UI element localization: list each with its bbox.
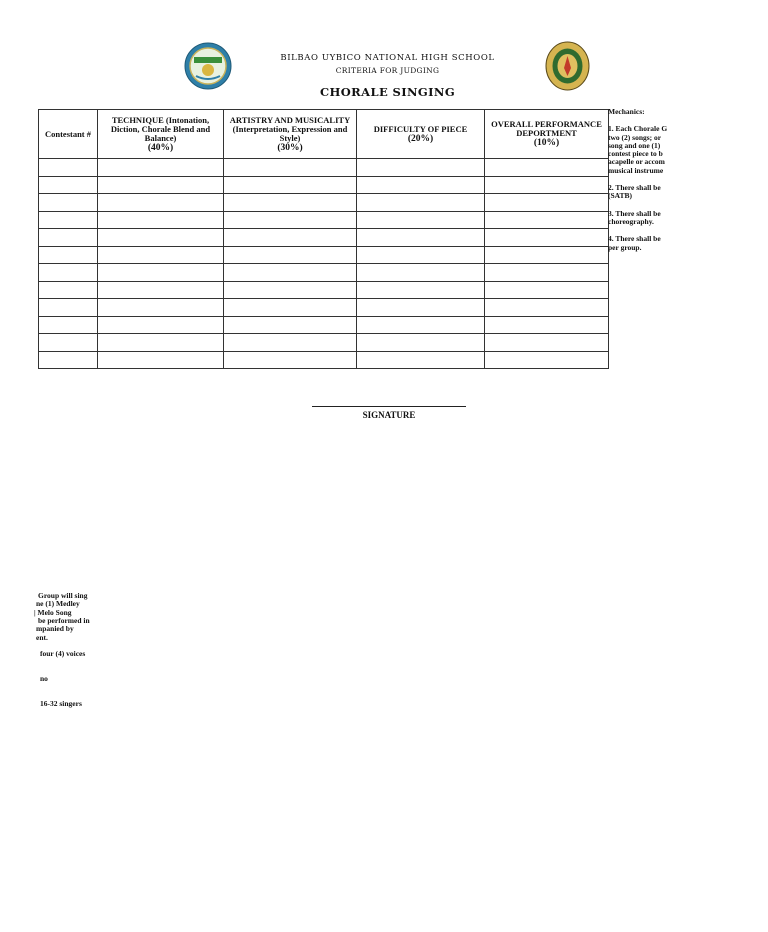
mechanics-line: contest piece to b (608, 149, 663, 159)
score-cell[interactable] (485, 281, 609, 299)
column-header-label: TECHNIQUE (Intonation, Diction, Chorale Blend and Balance) (110, 114, 211, 143)
score-cell[interactable] (357, 246, 485, 264)
score-cell[interactable] (39, 316, 98, 334)
judging-table (38, 109, 609, 369)
mechanics-line: two (2) songs; or (608, 132, 662, 142)
score-cell[interactable] (224, 211, 357, 229)
score-cell[interactable] (224, 281, 357, 299)
column-header-label: ARTISTRY AND MUSICALITY (Interpretation, Expression and Style) (229, 114, 351, 143)
mechanics-line: be performed in (38, 615, 90, 625)
column-header-label: DIFFICULTY OF PIECE (373, 123, 468, 134)
score-cell[interactable] (357, 281, 485, 299)
mechanics-line: 3. There shall be (608, 208, 661, 218)
score-cell[interactable] (98, 176, 224, 194)
column-header (39, 110, 98, 159)
score-cell[interactable] (39, 211, 98, 229)
score-cell[interactable] (485, 211, 609, 229)
column-weight: (10%) (533, 138, 560, 148)
score-cell[interactable] (224, 334, 357, 352)
score-cell[interactable] (98, 194, 224, 212)
score-cell[interactable] (98, 299, 224, 317)
score-cell[interactable] (224, 159, 357, 177)
column-weight: (40%) (147, 142, 174, 153)
score-cell[interactable] (39, 159, 98, 177)
table-row (39, 281, 609, 299)
mechanics-line: per group. (608, 242, 642, 252)
mechanics-line: no (40, 674, 48, 683)
table-row (39, 351, 609, 369)
criteria-subtitle: CRITERIA FOR JUDGING (335, 66, 440, 75)
score-cell[interactable] (98, 264, 224, 282)
score-cell[interactable] (98, 159, 224, 177)
score-cell[interactable] (39, 176, 98, 194)
score-cell[interactable] (357, 264, 485, 282)
table-row (39, 194, 609, 212)
score-cell[interactable] (485, 159, 609, 177)
mechanics-line: mpanied by (36, 624, 74, 634)
column-weight: (30%) (277, 142, 303, 153)
score-cell[interactable] (485, 351, 609, 369)
table-row (39, 246, 609, 264)
score-cell[interactable] (39, 281, 98, 299)
score-cell[interactable] (224, 316, 357, 334)
column-header-label: OVERALL PERFORMANCE DEPORTMENT (491, 119, 602, 138)
score-cell[interactable] (98, 281, 224, 299)
score-cell[interactable] (357, 159, 485, 177)
score-cell[interactable] (224, 351, 357, 369)
score-cell[interactable] (98, 229, 224, 247)
score-cell[interactable] (485, 334, 609, 352)
table-row (39, 299, 609, 317)
score-cell[interactable] (98, 316, 224, 334)
score-cell[interactable] (357, 334, 485, 352)
score-cell[interactable] (357, 211, 485, 229)
table-row (39, 264, 609, 282)
table-row (39, 229, 609, 247)
score-cell[interactable] (485, 316, 609, 334)
score-cell[interactable] (485, 246, 609, 264)
mechanics-line: choreography. (608, 216, 654, 226)
score-cell[interactable] (98, 334, 224, 352)
mechanics-line: (SATB) (608, 191, 633, 201)
table-row (39, 316, 609, 334)
signature-label: SIGNATURE (362, 410, 416, 420)
score-cell[interactable] (224, 176, 357, 194)
score-cell[interactable] (39, 299, 98, 317)
score-cell[interactable] (39, 351, 98, 369)
score-cell[interactable] (39, 229, 98, 247)
mechanics-panel (608, 108, 672, 252)
score-cell[interactable] (98, 211, 224, 229)
score-cell[interactable] (98, 246, 224, 264)
mechanics-title: Mechanics: (608, 108, 645, 116)
mechanics-line: song and one (1) (608, 140, 661, 150)
mechanics-line: 2. There shall be (608, 183, 661, 193)
mechanics-line: 1. Each Chorale G (608, 124, 668, 134)
column-weight: (20%) (407, 133, 434, 144)
score-cell[interactable] (224, 229, 357, 247)
mechanics-line: 4. There shall be (608, 234, 661, 244)
table-row (39, 176, 609, 194)
page-title: CHORALE SINGING (319, 85, 456, 99)
column-header (224, 110, 357, 159)
header-row (39, 110, 609, 159)
score-cell[interactable] (224, 264, 357, 282)
score-cell[interactable] (485, 176, 609, 194)
score-cell[interactable] (39, 264, 98, 282)
mechanics-line: Group will sing (38, 592, 88, 600)
column-header-label: Contestant # (44, 128, 92, 139)
mechanics-line: acapelle or accom (608, 157, 665, 167)
right-school-logo (545, 41, 590, 91)
score-cell[interactable] (357, 351, 485, 369)
score-cell[interactable] (39, 334, 98, 352)
score-cell[interactable] (485, 229, 609, 247)
table-row (39, 159, 609, 177)
mechanics-line: | Melo Song (34, 607, 72, 617)
column-header (485, 110, 609, 159)
score-cell[interactable] (357, 299, 485, 317)
score-cell[interactable] (357, 229, 485, 247)
score-cell[interactable] (224, 299, 357, 317)
score-cell[interactable] (39, 194, 98, 212)
left-school-logo (184, 42, 232, 90)
mechanics-line: ent. (36, 632, 48, 642)
score-cell[interactable] (357, 194, 485, 212)
column-header (357, 110, 485, 159)
score-cell[interactable] (39, 246, 98, 264)
mechanics-overflow-panel (0, 592, 100, 712)
score-cell[interactable] (357, 176, 485, 194)
score-cell[interactable] (485, 299, 609, 317)
table-row (39, 211, 609, 229)
score-cell[interactable] (485, 264, 609, 282)
table-row (39, 334, 609, 352)
score-cell[interactable] (98, 351, 224, 369)
column-header (98, 110, 224, 159)
score-cell[interactable] (485, 194, 609, 212)
mechanics-line: four (4) voices (40, 649, 86, 658)
score-cell[interactable] (357, 316, 485, 334)
mechanics-line: musical instrume (608, 165, 664, 175)
school-name: BILBAO UYBICO NATIONAL HIGH SCHOOL (280, 53, 495, 63)
score-cell[interactable] (224, 194, 357, 212)
mechanics-line: ne (1) Medley (36, 599, 80, 609)
signature-line (312, 406, 466, 407)
mechanics-line: 16-32 singers (40, 699, 82, 708)
score-cell[interactable] (224, 246, 357, 264)
